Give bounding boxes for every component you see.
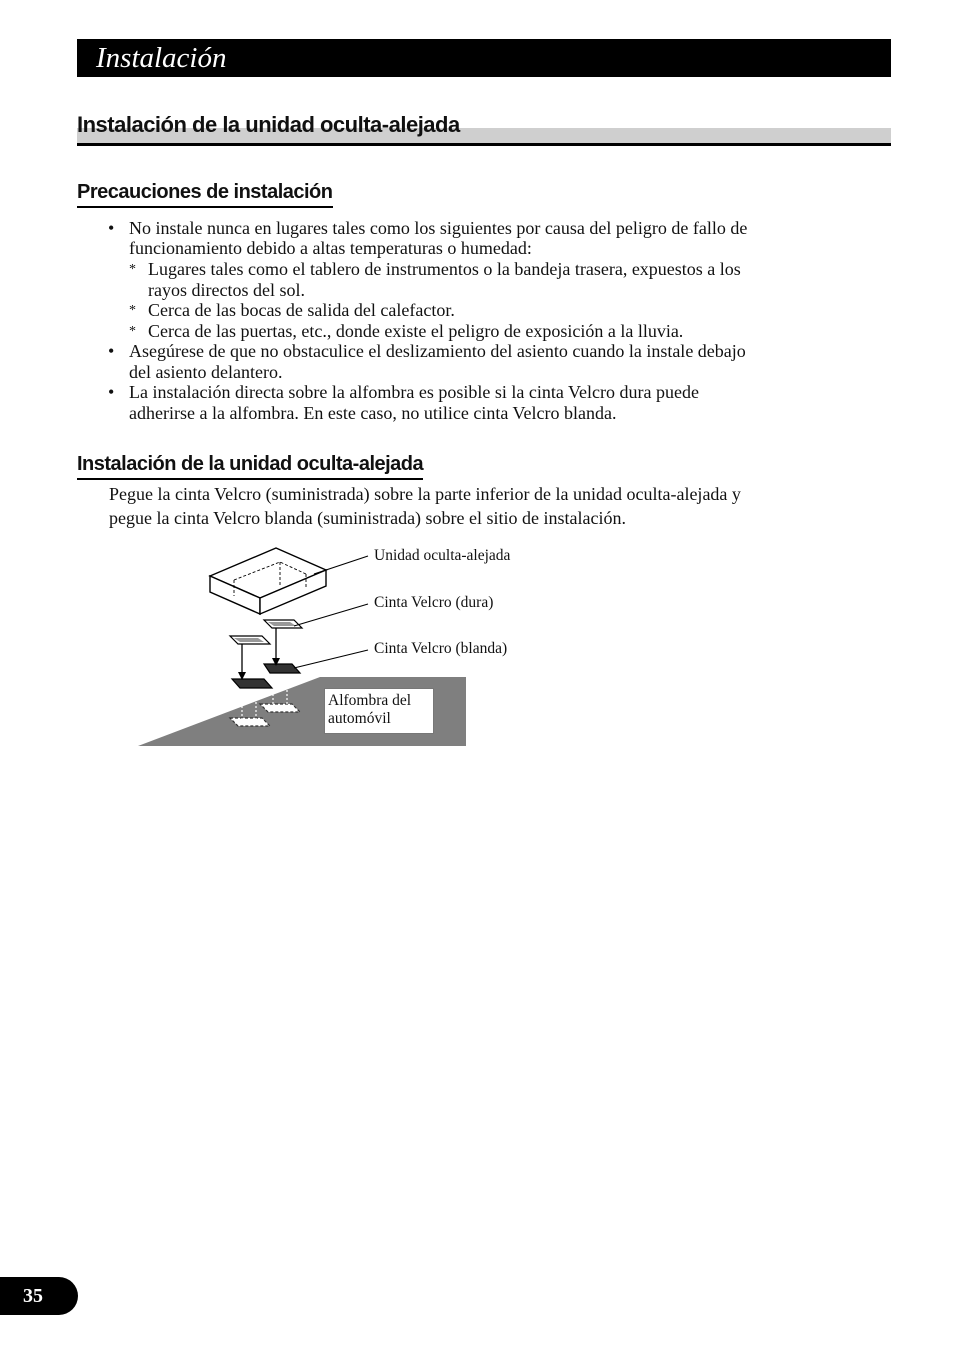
bullet-2-mark: • — [108, 341, 115, 361]
precautions-heading: Precauciones de instalación — [77, 181, 333, 208]
sub-1-mark: * — [129, 262, 136, 277]
bullet-1-line-2: funcionamiento debido a altas temperaturas o humedad: — [129, 238, 532, 258]
bullet-3-mark: • — [108, 382, 115, 402]
sub-3-mark: * — [129, 324, 136, 339]
install-heading: Instalación de la unidad oculta-alejada — [77, 453, 423, 480]
page-number-tab — [0, 1277, 78, 1315]
chapter-title-bar — [77, 39, 891, 77]
remote-unit-box — [210, 548, 326, 614]
bullet-1-mark: • — [108, 218, 115, 238]
label-carpet-line-1: Alfombra del — [328, 692, 412, 709]
carpet-label-box — [324, 688, 434, 734]
bullet-2-line-2: del asiento delantero. — [129, 362, 283, 382]
bullet-1-line-1: No instale nunca en lugares tales como los siguientes por causa del peligro de fallo de — [129, 218, 748, 238]
label-hard-velcro: Cinta Velcro (dura) — [374, 594, 494, 611]
chapter-title: Instalación — [96, 42, 227, 74]
install-text-line-1: Pegue la cinta Velcro (suministrada) sobre la parte inferior de la unidad oculta-alejada y — [109, 484, 741, 504]
section-heading-rule — [77, 143, 891, 146]
sub-2-line: Cerca de las bocas de salida del calefactor. — [148, 300, 455, 320]
page-number: 35 — [23, 1285, 43, 1307]
bullet-3-line-1: La instalación directa sobre la alfombra es posible si la cinta Velcro dura puede — [129, 382, 699, 402]
section-title: Instalación de la unidad oculta-alejada — [77, 112, 460, 137]
bullet-2-line-1: Asegúrese de que no obstaculice el deslizamiento del asiento cuando la instale debajo — [129, 341, 746, 361]
label-soft-velcro: Cinta Velcro (blanda) — [374, 640, 508, 657]
label-remote-unit: Unidad oculta-alejada — [374, 547, 511, 564]
sub-2-mark: * — [129, 303, 136, 318]
sub-1-line-1: Lugares tales como el tablero de instrumentos o la bandeja trasera, expuestos a los — [148, 259, 741, 279]
section-heading — [77, 112, 891, 146]
sub-1-line-2: rayos directos del sol. — [148, 280, 305, 300]
install-text-line-2: pegue la cinta Velcro blanda (suministrada) sobre el sitio de instalación. — [109, 508, 627, 528]
bullet-3-line-2: adherirse a la alfombra. En este caso, no utilice cinta Velcro blanda. — [129, 403, 617, 423]
label-carpet-line-2: automóvil — [328, 710, 391, 727]
sub-3-line: Cerca de las puertas, etc., donde existe el peligro de exposición a la lluvia. — [148, 321, 684, 341]
